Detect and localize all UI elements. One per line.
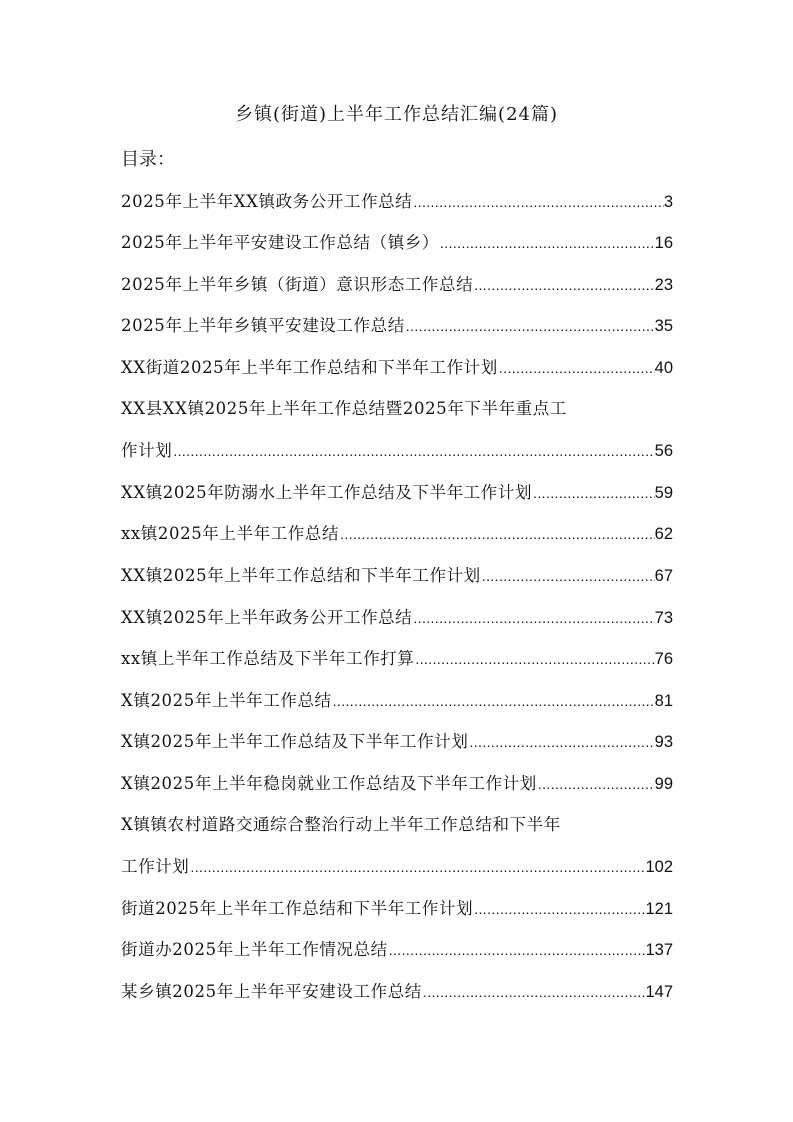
toc-entry-title: xx镇2025年上半年工作总结 [121, 524, 340, 543]
toc-entry-page: 3 [663, 193, 673, 211]
toc-entry-page: 121 [645, 900, 673, 918]
toc-entry-title: XX街道2025年上半年工作总结和下半年工作计划 [121, 358, 498, 377]
toc-entry[interactable] [121, 936, 673, 964]
toc-entry-page: 137 [645, 941, 673, 959]
leader-dots [414, 645, 654, 673]
toc-entry-page: 35 [654, 317, 673, 335]
toc-entry-title: XX镇2025年上半年工作总结和下半年工作计划 [121, 566, 481, 585]
leader-dots [332, 687, 655, 715]
leader-dots [532, 479, 655, 507]
leader-dots [439, 229, 655, 257]
toc-entry[interactable] [121, 604, 673, 632]
toc-entry[interactable] [121, 895, 673, 923]
toc-entry[interactable] [121, 687, 673, 715]
toc-entry-title: 某乡镇2025年上半年平安建设工作总结 [121, 982, 422, 1001]
leader-dots [468, 728, 654, 756]
toc-entry[interactable] [121, 271, 673, 299]
toc-entry-page: 23 [654, 276, 673, 294]
leader-dots [339, 520, 655, 548]
toc-entry-title: X镇2025年上半年稳岗就业工作总结及下半年工作计划 [121, 774, 537, 793]
leader-dots [537, 770, 655, 798]
toc-entry[interactable] [121, 520, 673, 548]
toc-entry-page: 102 [645, 858, 673, 876]
toc-entry-title-line2: 工作计划 [121, 857, 190, 876]
toc-entry[interactable] [121, 395, 673, 465]
toc-entry-title: X镇2025年上半年工作总结 [121, 691, 332, 710]
toc-entry-title: xx镇上半年工作总结及下半年工作打算 [121, 649, 415, 668]
toc-entry-title: X镇2025年上半年工作总结及下半年工作计划 [121, 732, 469, 751]
toc-entry[interactable] [121, 312, 673, 340]
toc-entry-title: 2025年上半年平安建设工作总结（镇乡） [121, 233, 439, 252]
toc-entry[interactable] [121, 811, 673, 881]
toc-entry-page: 147 [645, 983, 673, 1001]
toc-entry-title: XX镇2025年防溺水上半年工作总结及下半年工作计划 [121, 483, 533, 502]
leader-dots [473, 271, 654, 299]
leader-dots [172, 437, 654, 465]
toc-entry-page: 40 [654, 359, 673, 377]
toc-entry-title: 2025年上半年乡镇（街道）意识形态工作总结 [121, 275, 474, 294]
toc-entry-page: 76 [654, 650, 673, 668]
toc-entry-title-line1: XX县XX镇2025年上半年工作总结暨2025年下半年重点工 [121, 399, 567, 418]
toc-entry-title: 街道办2025年上半年工作情况总结 [121, 940, 388, 959]
toc-entry[interactable] [121, 978, 673, 1006]
toc-entry-title: 2025年上半年XX镇政务公开工作总结 [121, 192, 413, 211]
toc-entry[interactable] [121, 229, 673, 257]
toc-entry[interactable] [121, 562, 673, 590]
leader-dots [388, 936, 646, 964]
toc-entry-title-line2: 作计划 [121, 441, 173, 460]
toc-entry[interactable] [121, 188, 673, 216]
toc-entry-page: 56 [654, 442, 673, 460]
leader-dots [412, 604, 654, 632]
leader-dots [405, 312, 655, 340]
document-title: 乡镇(街道)上半年工作总结汇编(24篇) [235, 104, 558, 125]
toc-entry-page: 73 [654, 609, 673, 627]
leader-dots [473, 895, 645, 923]
leader-dots [412, 188, 663, 216]
leader-dots [422, 978, 646, 1006]
toc-entry-page: 99 [654, 775, 673, 793]
toc-entry-page: 93 [654, 733, 673, 751]
toc-entry-page: 62 [654, 525, 673, 543]
toc-entry[interactable] [121, 354, 673, 382]
toc-entry[interactable] [121, 479, 673, 507]
toc-entry-title-line1: X镇镇农村道路交通综合整治行动上半年工作总结和下半年 [121, 815, 561, 834]
toc-entry[interactable] [121, 645, 673, 673]
toc-entry[interactable] [121, 770, 673, 798]
toc-entry-title: 街道2025年上半年工作总结和下半年工作计划 [121, 899, 474, 918]
toc-entry-page: 16 [654, 234, 673, 252]
toc-entry-page: 67 [654, 567, 673, 585]
toc-entry[interactable] [121, 728, 673, 756]
leader-dots [481, 562, 655, 590]
leader-dots [189, 853, 645, 881]
toc-heading: 目录： [121, 149, 175, 170]
leader-dots [498, 354, 655, 382]
toc-entry-title: 2025年上半年乡镇平安建设工作总结 [121, 316, 405, 335]
toc-entry-page: 81 [654, 692, 673, 710]
toc-entry-title: XX镇2025年上半年政务公开工作总结 [121, 608, 413, 627]
toc-entry-page: 59 [654, 484, 673, 502]
